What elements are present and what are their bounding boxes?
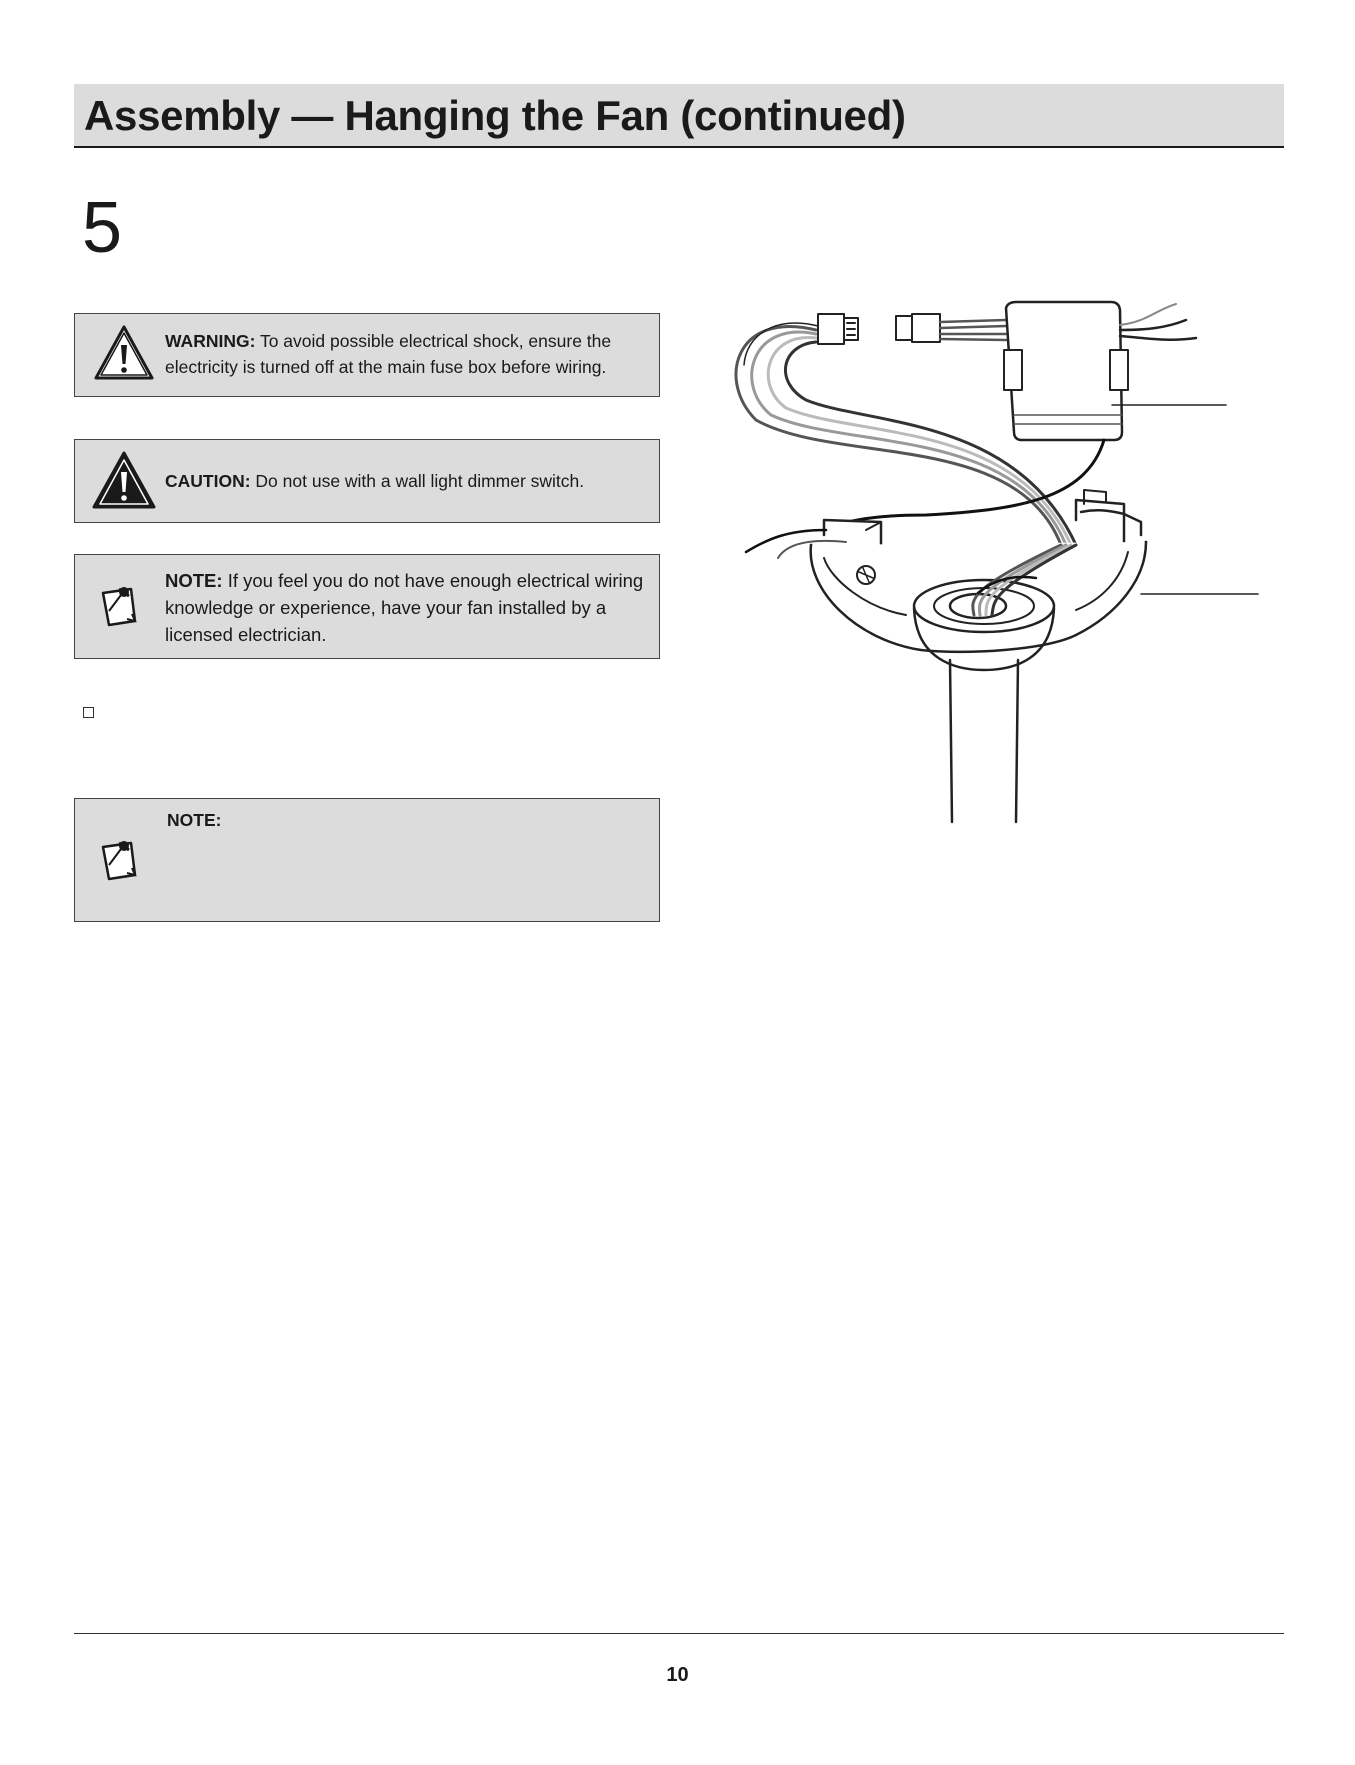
note-text — [165, 567, 645, 648]
warning-text — [165, 328, 645, 380]
footer-divider — [74, 1633, 1284, 1634]
caution-box — [74, 439, 660, 523]
note-2-text — [167, 807, 645, 833]
step-checkbox[interactable] — [83, 707, 94, 718]
caution-triangle-icon — [91, 450, 157, 512]
step-number: 5 — [82, 188, 123, 268]
warning-triangle-icon — [93, 324, 155, 382]
warning-label: WARNING: — [165, 331, 256, 351]
fan-wiring-illustration — [716, 290, 1276, 830]
note-box-2 — [74, 798, 660, 922]
pinned-note-icon — [97, 835, 141, 883]
title-bar — [74, 84, 1284, 148]
caution-text — [165, 468, 645, 494]
caution-body: Do not use with a wall light dimmer switch. — [250, 471, 585, 491]
warning-box — [74, 313, 660, 397]
note-box — [74, 554, 660, 659]
note-body: If you feel you do not have enough electrical wiring knowledge or experience, have your fan installed by a licensed electrician. — [165, 570, 644, 645]
caution-label: CAUTION: — [165, 471, 251, 491]
page-number: 10 — [666, 1664, 689, 1686]
pinned-note-icon — [97, 581, 141, 629]
note-2-label: NOTE: — [167, 810, 222, 830]
page-title: Assembly — Hanging the Fan (continued) — [84, 92, 906, 139]
warning-body: To avoid possible electrical shock, ensure the electricity is turned off at the main fuse box before wiring. — [165, 331, 612, 377]
note-label: NOTE: — [165, 570, 223, 591]
